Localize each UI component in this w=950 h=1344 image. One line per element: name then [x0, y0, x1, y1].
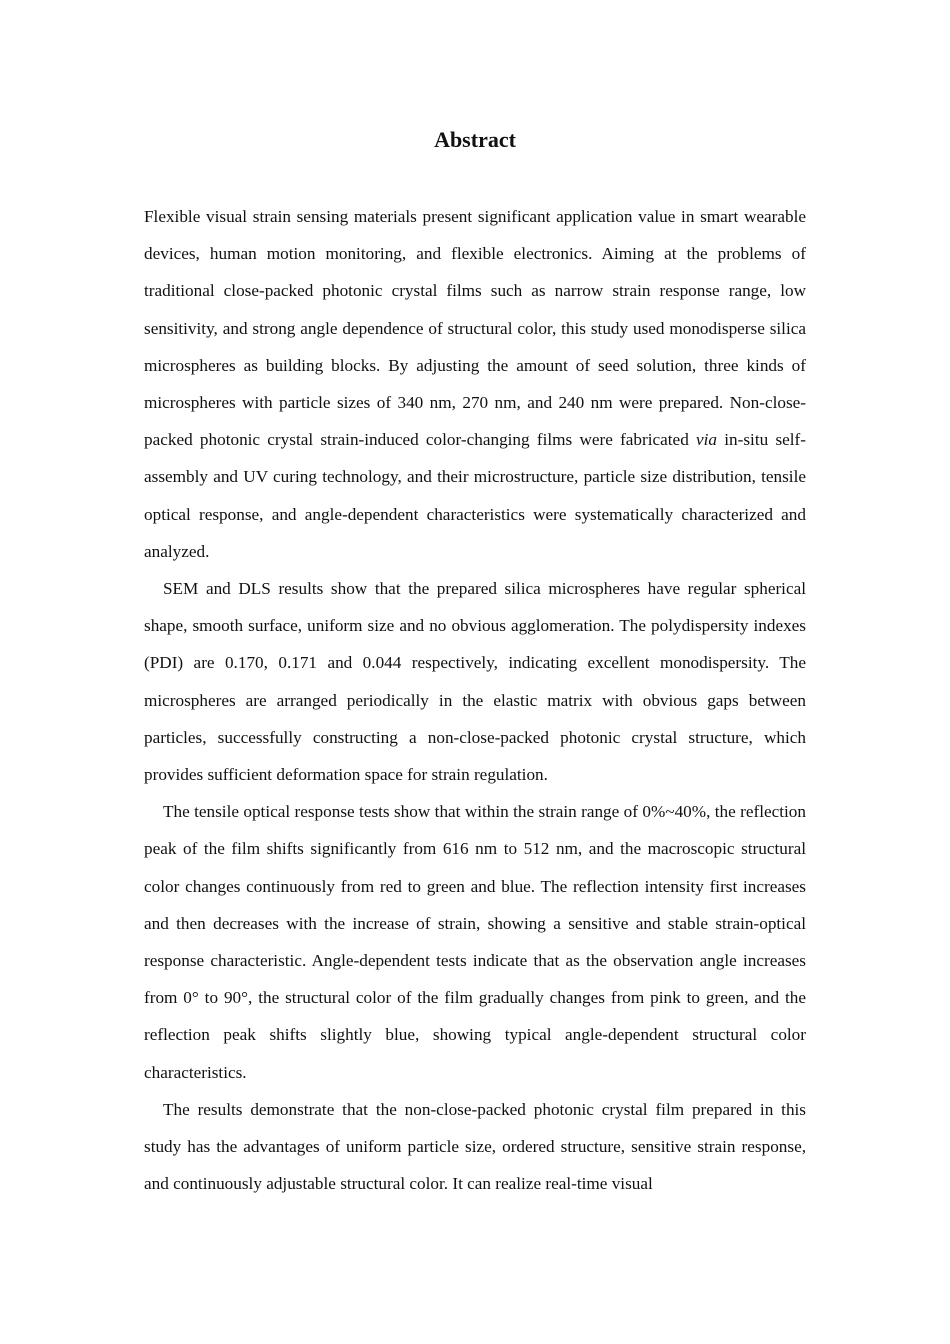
paragraph-1-italic-term: via: [696, 430, 718, 450]
abstract-paragraph-3: The tensile optical response tests show that within the strain range of 0%~40%, the reflection peak of the film shifts significantly from 616 nm to 512 nm, and the macroscopic structural color changes continuously from red to green and blue. The reflection intensity first increases and then decreases with the increase of strain, showing a sensitive and stable strain-optical response characteristic. Angle-dependent tests indicate that as the observation angle increases from 0° to 90°, the structural color of the film gradually changes from pink to green, and the reflection peak shifts slightly blue, showing typical angle-dependent structural color characteristics.: [144, 802, 806, 1082]
abstract-paragraph-4: The results demonstrate that the non-close-packed photonic crystal film prepared in this study has the advantages of uniform particle size, ordered structure, sensitive strain response, and continuously adjustable structural color. It can realize real-time visual: [144, 1099, 806, 1194]
paragraph-1-text-start: Flexible visual strain sensing materials present significant application value in smart wearable devices, human motion monitoring, and flexible electronics. Aiming at the problems of traditional close-packed photonic crystal films such as narrow strain response range, low sensitivity, and strong angle dependence of structural color, this study used monodisperse silica microspheres as building blocks. By adjusting the amount of seed solution, three kinds of microspheres with particle sizes of 340 nm, 270 nm, and 240 nm were prepared. Non-close-packed photonic crystal strain-induced color-changing films were fabricated: [144, 207, 806, 450]
abstract-body: [144, 198, 806, 1202]
paragraph-1-text-end: in-situ self-assembly and UV curing technology, and their microstructure, particle size distribution, tensile optical response, and angle-dependent characteristics were systematically characterized and analyzed.: [144, 430, 806, 561]
abstract-heading: Abstract: [434, 127, 516, 152]
abstract-paragraph-1: [144, 198, 806, 570]
abstract-paragraph-2: SEM and DLS results show that the prepared silica microspheres have regular spherical shape, smooth surface, uniform size and no obvious agglomeration. The polydispersity indexes (PDI) are 0.170, 0.171 and 0.044 respectively, indicating excellent monodispersity. The microspheres are arranged periodically in the elastic matrix with obvious gaps between particles, successfully constructing a non-close-packed photonic crystal structure, which provides sufficient deformation space for strain regulation.: [144, 579, 806, 785]
